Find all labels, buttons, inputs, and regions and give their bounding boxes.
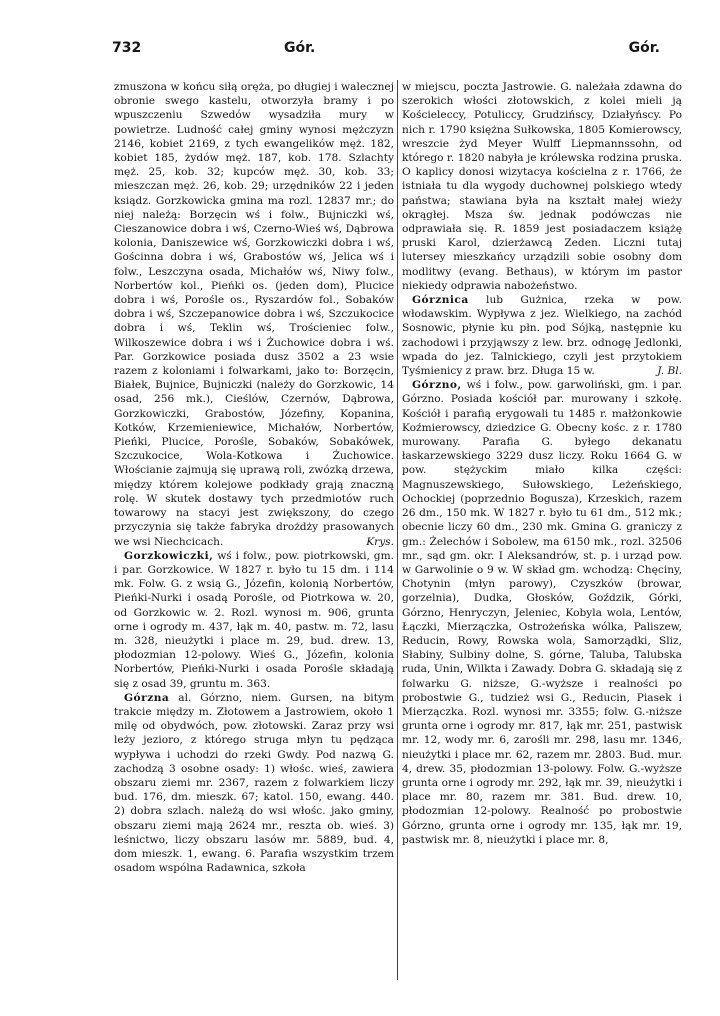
entry-gorzna	[114, 691, 394, 876]
column-divider	[397, 80, 398, 980]
page-header	[112, 40, 660, 64]
author-signature: J. Bl.	[657, 365, 682, 378]
right-running-head: Gór.	[628, 40, 660, 56]
right-column	[402, 80, 682, 985]
page-number: 732	[112, 40, 142, 56]
left-column	[114, 80, 394, 985]
author-signature: Krys.	[366, 535, 394, 548]
entry-headword: Górznica	[412, 294, 469, 307]
entry-text: zmuszona w końcu siłą oręża, po długiej i walecznej obronie swego kastelu, otworzyła bramy i po wpuszczeniu Szwedów wysadziła mury w powietrze. Ludność całej gminy wynosi mężczyzn 2146, kobiet 2169, z tych ewangelików męż. 182, kobiet 185, żydów męż. 187, kob. 178. Szlachty męż. 25, kob. 32; kupców męż. 30, kob. 33; mieszczan męż. 26, kob. 29; urzędników 22 i jeden ksiądz. Gorzkowicka gmina ma rozl. 12837 mr.; do niej należą: Borzęcin wś i folw., Bujniczki wś, Cieszanowice dobra i wś, Czerno-Wieś wś, Dąbrowa kolonia, Daniszewice wś, Gorzkowiczki dobra i wś, Gościnna dobra i wś, Grabostów wś, Jelica wś i folw., Leszczyna osada, Michałów wś, Niwy folw., Norbertów kol., Pieńki os. (jeden dom), Plucice dobra i wś, Porośle os., Ryszardów fol., Sobaków dobra i wś, Szczepanowice dobra i wś, Szczukocice dobra i wś, Teklin wś, Trościeniec folw., Wilkoszewice dobra i wś i Żuchowice dobra i wś. Par. Gorzkowice posiada dusz 3502 a 23 wsie razem z koloniami i folwarkami, jako to: Borzęcin, Białek, Bujnice, Bujniczki (należy do Gorzkowic, 14 osad, 256 mk.), Cieślów, Czernów, Dąbrowa, Gorzkowiczki, Grabostów, Józefiny, Kopanina, Kotków, Krzemieniewice, Michałów, Norbertów, Pieńki, Plucice, Porośle, Sobaków, Sobakówek, Szczukocice, Wola-Kotkowa i Żuchowice. Włościanie zajmują się uprawą roli, zwózką drzewa, między którem kolejowe podkłady grają znaczną rolę. W skutek dostawy tych przedmiotów ruch towarowy na stacyi jest zwiększony, do czego przyczynia się także fabryka drożdży prasowanych we wsi Niechcicach.	[114, 81, 394, 548]
entry-gorzkowiczki	[114, 549, 394, 691]
entry-continuation	[114, 80, 394, 549]
entry-gorzno	[402, 378, 682, 847]
entry-headword: Górzno,	[412, 379, 462, 392]
entry-continuation	[402, 80, 682, 293]
entry-gorznica	[402, 293, 682, 378]
entry-text: wś i folw., pow. garwoliński, gm. i par. Górzno. Posiada kościół par. murowany i szkołę. Kościół i parafią erygowali tu 1485 r. małżonkowie Koźmierowscy, dziedzice G. Obecny kośc. z r. 1780 murowany. Parafia G. byłego dekanatu łaskarzewskiego 3229 dusz liczy. Roku 1664 G. w pow. stężyckim miało kilka części: Magnuszewskiego, Sułowskiego, Leżeńskiego, Ochockiej (poprzednio Bogusza), Krzeskich, razem 26 dm., 150 mk. W 1827 r. było tu 61 dm., 512 mk.; obecnie liczy 60 dm., 230 mk. Gmina G. graniczy z gm.: Żelechów i Sobolew, ma 6150 mk., rozl. 32506 mr., sąd gm. okr. I Aleksandrów, st. p. i urząd pow. w Garwolinie o 9 w. W skład gm. wchodzą: Chęciny, Chotynin (młyn parowy), Czyszków (browar, gorzelnia), Dudka, Głosków, Goździk, Górki, Górzno, Henryczyn, Jeleniec, Kobyla wola, Lentów, Łączki, Mierzączka, Ostrożeńska wólka, Paliszew, Reducin, Rowy, Rowska wola, Samorządki, Sliz, Słabiny, Sulbiny dolne, S. górne, Taluba, Talubska ruda, Unin, Wilkta i Zawady. Dobra G. składają się z folwarku G. niższe, G.-wyższe i realności po probostwie G., tudzież wsi G., Reducin, Piasek i Mierzączka. Rozl. wynosi mr. 3355; folw. G.-niższe grunta orne i ogrody mr. 817, łąk mr. 251, pastwisk mr. 12, wody mr. 6, zarośli mr. 298, lasu mr. 1346, nieużytki i place mr. 62, razem mr. 2803. Bud. mur. 4, drew. 35, płodozmian 13-polowy. Folw. G.-wyższe grunta orne i ogrody mr. 292, łąk mr. 39, nieużytki i place mr. 80, razem mr. 381. Bud. drew. 10, płodozmian 12-polowy. Realność po probostwie Górzno, grunta orne i ogrody mr. 135, łąk mr. 19, pastwisk mr. 8, nieużytki i place mr. 8,	[402, 379, 682, 846]
left-running-head: Gór.	[284, 40, 316, 56]
entry-text: wś i folw., pow. piotrkowski, gm. i par. Gorzkowice. W 1827 r. było tu 15 dm. i 114 mk. Folw. G. z wsią G., Józefin, kolonią Norbertów, Pieńki-Nurki i osadą Porośle, od Piotrkowa w. 20, od Gorzkowic w. 2. Rozl. wynosi m. 906, grunta orne i ogrody m. 437, łąk m. 40, pastw. m. 72, lasu m. 328, nieużytki i place m. 29, bud. drew. 13, płodozmian 12-polowy. Wieś G., Józefin, kolonia Norbertów, Pieńki-Nurki i osada Porośle składają się z osad 39, gruntu m. 363.	[114, 549, 394, 690]
entry-headword: Górzna	[124, 691, 170, 704]
entry-text: al. Górzno, niem. Gursen, na bitym trakcie między m. Złotowem a Jastrowiem, około 1 milę od obydwóch, pow. złotowski. Zaraz przy wsi leży jezioro, z którego struga młyn tu pędząca wypływa i uchodzi do rzeki Gwdy. Pod nazwą G. zachodzą 3 osobne osady: 1) włośc. wieś, zawiera obszaru ziemi mr. 2367, razem z folwarkiem liczy bud. 176, dm. mieszk. 67; katol. 150, ewang. 440. 2) dobra szlach. należą do wsi włośc. jako gminy, obszaru ziemi mają 2624 mr., reszta ob. wieś. 3) leśnictwo, liczy obszaru lasów mr. 5889, bud. 4, dom mieszk. 1, ewang. 6. Parafia wszystkim trzem osadom wspólna Radawnica, szkoła	[114, 691, 394, 875]
entry-text: lub Gużnica, rzeka w pow. włodawskim. Wypływa z jez. Wielkiego, na zachód Sosnowic, płynie ku płn. pod Sójką, następnie ku zachodowi i przyjąwszy z lew. brz. odnogę Jedlonki, wpada do jez. Talnickiego, czyli jest przytokiem Tyśmienicy z praw. brz. Długa 15 w.	[402, 294, 682, 378]
entry-text: w miejscu, poczta Jastrowie. G. należała zdawna do szerokich włości złotowskich, z kolei mieli ją Kościeleccy, Potuliccy, Grudzińscy, Działyńscy. Po nich r. 1790 księżna Sułkowska, 1805 Komierowscy, wreszcie żyd Meyer Wulff Liepmannssohn, od którego r. 1820 nabyła je królewska rodzina pruska. O kaplicy donosi wizytacya kościelna z r. 1766, że istniała tu dla wygody duchownej polskiego wtedy państwa; stawiana była na kształt małej wieży okrągłej. Msza św. jednak podówczas nie odprawiała się. R. 1859 jest posiadaczem książę pruski Karol, dzierżawcą Zeden. Liczni tutaj lutersey mieszkańcy urządzili sobie osobny dom modlitwy (evang. Bethaus), w którym im pastor niekiedy odprawia nabożeństwo.	[402, 81, 682, 292]
entry-headword: Gorzkowiczki,	[124, 549, 214, 562]
